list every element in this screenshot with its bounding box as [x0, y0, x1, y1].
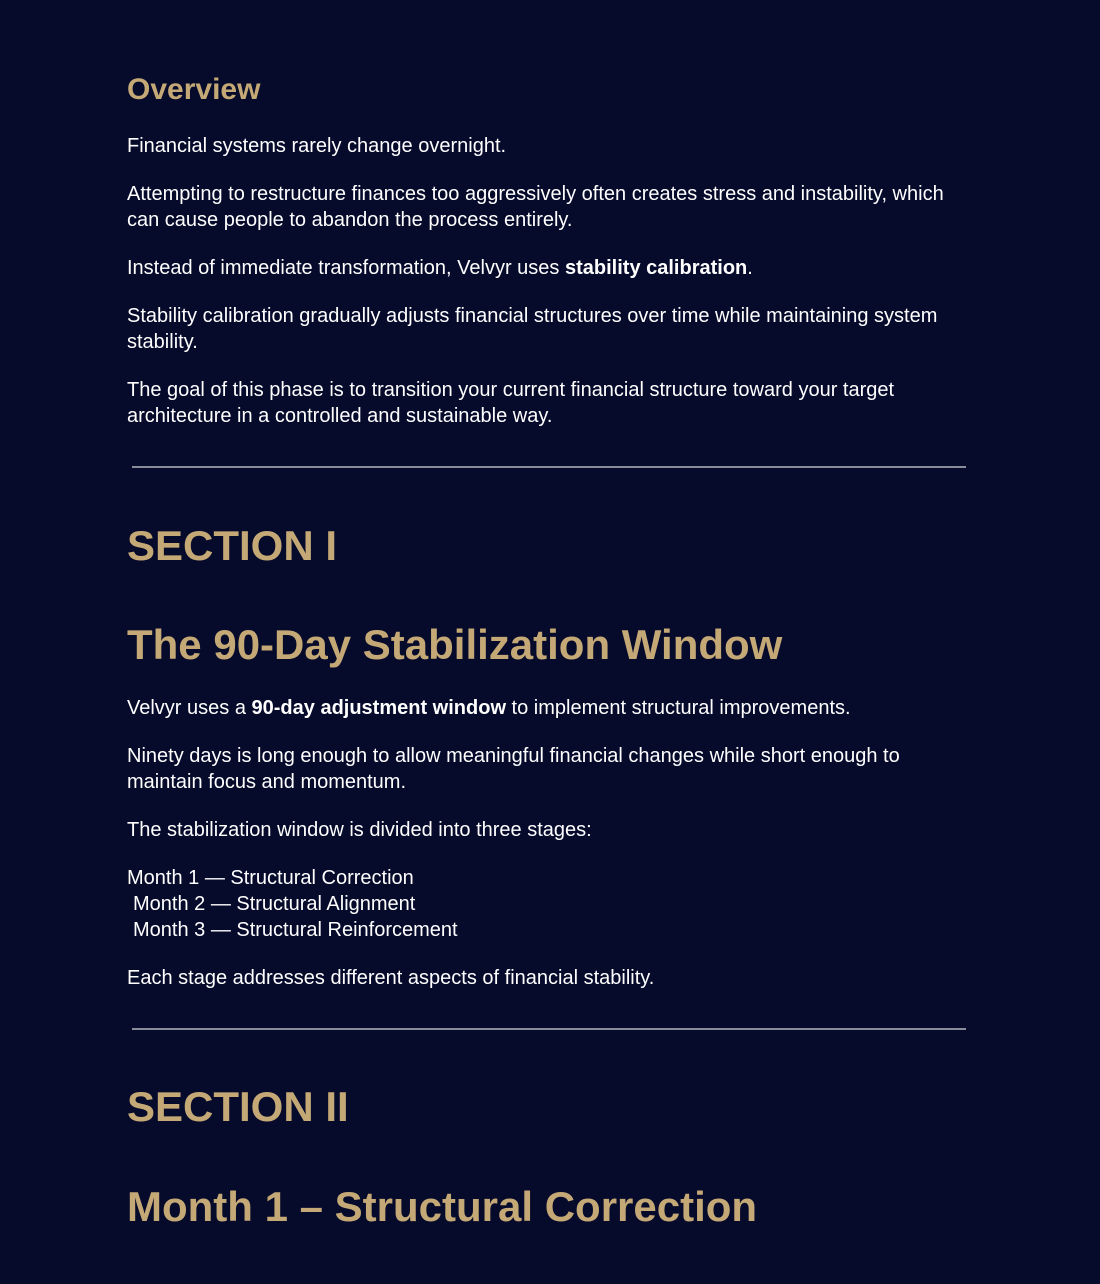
overview-heading: Overview [127, 73, 261, 106]
section-1-paragraph-3: The stabilization window is divided into three stages: [127, 819, 592, 841]
overview-paragraph-3-end: . [747, 257, 753, 279]
month-stage-item: Month 2 — Structural Alignment [133, 893, 416, 915]
overview-paragraph-3-start: Instead of immediate transformation, Velvyr uses [127, 257, 565, 279]
section-1-label: SECTION I [127, 522, 338, 569]
month-stage-item: Month 3 — Structural Reinforcement [133, 919, 458, 941]
section-1-paragraph-2: Ninety days is long enough to allow meaningful financial changes while short enough to maintain focus and momentum. [127, 745, 900, 793]
section-1-paragraph-4: Each stage addresses different aspects of financial stability. [127, 967, 655, 989]
overview-paragraph-2: Attempting to restructure finances too aggressively often creates stress and instability, which can cause people to abandon the process entirely. [127, 183, 944, 231]
overview-paragraph-5: The goal of this phase is to transition your current financial structure toward your target architecture in a controlled and sustainable way. [127, 379, 895, 427]
section-1-title: The 90-Day Stabilization Window [127, 621, 783, 668]
section-1-paragraph-1-start: Velvyr uses a [127, 697, 252, 719]
overview-paragraph-3 [127, 255, 972, 281]
month-stage-list [127, 865, 972, 943]
section-2-title: Month 1 – Structural Correction [127, 1183, 758, 1230]
section-divider [132, 1028, 966, 1030]
overview-paragraph-1: Financial systems rarely change overnight. [127, 135, 507, 157]
section-divider [132, 466, 966, 468]
section-1-paragraph-1-end: to implement structural improvements. [506, 697, 851, 719]
section-2-label: SECTION II [127, 1083, 349, 1130]
month-stage-item: Month 1 — Structural Correction [127, 867, 414, 889]
adjustment-window-term: 90-day adjustment window [251, 697, 506, 719]
stability-calibration-term: stability calibration [564, 257, 748, 279]
section-1-paragraph-1 [127, 695, 972, 721]
overview-paragraph-4: Stability calibration gradually adjusts financial structures over time while maintaining system stability. [127, 305, 938, 353]
